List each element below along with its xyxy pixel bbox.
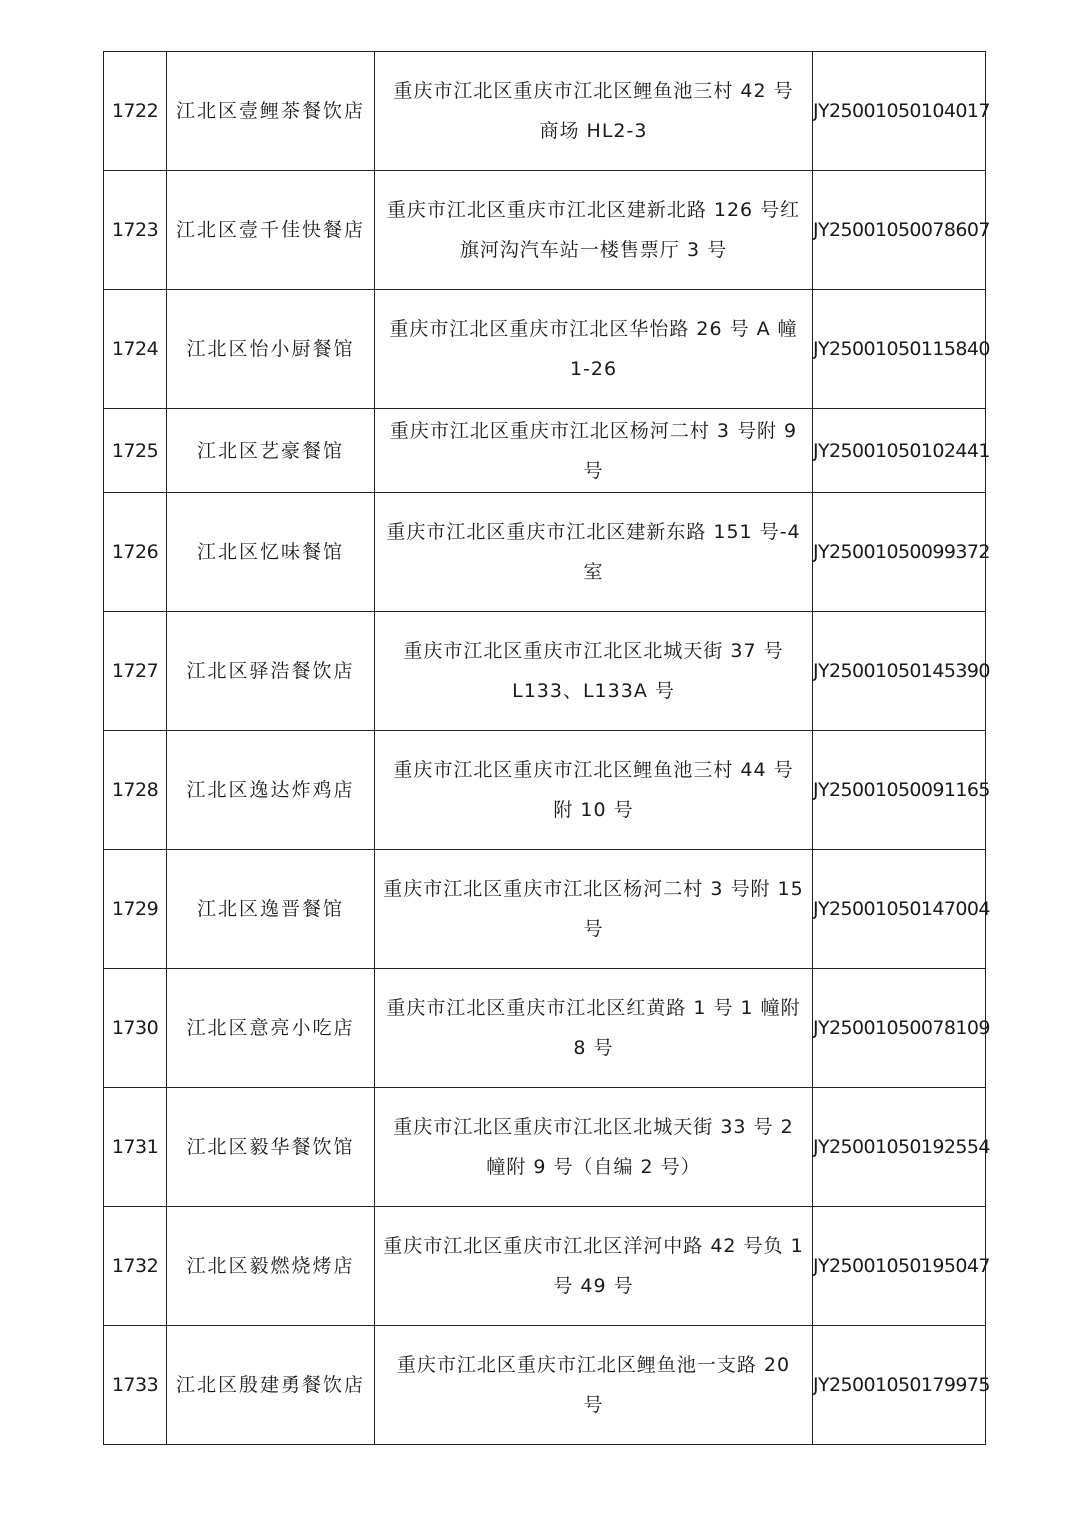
address-line: L133、L133A 号 — [512, 680, 675, 702]
license-number: JY25001050099372 — [813, 493, 986, 612]
address-line: 8 号 — [573, 1037, 614, 1059]
business-name: 江北区毅燃烧烤店 — [167, 1207, 375, 1326]
row-number: 1723 — [104, 171, 167, 290]
row-number: 1729 — [104, 850, 167, 969]
table-row — [104, 969, 986, 1088]
address-line: 旗河沟汽车站一楼售票厅 3 号 — [459, 239, 728, 261]
license-number: JY25001050147004 — [813, 850, 986, 969]
business-name: 江北区忆味餐馆 — [167, 493, 375, 612]
table-row — [104, 290, 986, 409]
business-address — [375, 731, 813, 850]
address-line: 号 — [583, 918, 604, 940]
address-line: 重庆市江北区重庆市江北区鲤鱼池一支路 20 — [396, 1354, 791, 1376]
table-row — [104, 731, 986, 850]
business-name: 江北区意亮小吃店 — [167, 969, 375, 1088]
business-address — [375, 612, 813, 731]
table-row — [104, 493, 986, 612]
license-number: JY25001050078109 — [813, 969, 986, 1088]
license-number: JY25001050192554 — [813, 1088, 986, 1207]
table-row — [104, 409, 986, 493]
address-line: 号 49 号 — [553, 1275, 634, 1297]
address-line: 重庆市江北区重庆市江北区洋河中路 42 号负 1 — [383, 1235, 804, 1257]
address-line: 商场 HL2-3 — [539, 120, 648, 142]
address-line: 室 — [583, 561, 604, 583]
address-line: 号 — [583, 1394, 604, 1416]
table-row — [104, 1326, 986, 1445]
business-address — [375, 493, 813, 612]
row-number: 1722 — [104, 52, 167, 171]
address-line: 重庆市江北区重庆市江北区北城天街 33 号 2 — [393, 1116, 794, 1138]
row-number: 1731 — [104, 1088, 167, 1207]
address-line: 重庆市江北区重庆市江北区建新北路 126 号红 — [386, 199, 801, 221]
business-name: 江北区逸达炸鸡店 — [167, 731, 375, 850]
business-address — [375, 850, 813, 969]
license-number: JY25001050104017 — [813, 52, 986, 171]
row-number: 1726 — [104, 493, 167, 612]
business-name: 江北区壹鲤茶餐饮店 — [167, 52, 375, 171]
business-name: 江北区驿浩餐饮店 — [167, 612, 375, 731]
row-number: 1724 — [104, 290, 167, 409]
table-row — [104, 52, 986, 171]
business-address — [375, 1088, 813, 1207]
business-name: 江北区怡小厨餐馆 — [167, 290, 375, 409]
business-name: 江北区殷建勇餐饮店 — [167, 1326, 375, 1445]
address-line: 重庆市江北区重庆市江北区杨河二村 3 号附 9 — [389, 419, 798, 442]
business-address — [375, 409, 813, 493]
address-line: 重庆市江北区重庆市江北区杨河二村 3 号附 15 — [383, 878, 804, 900]
business-list-table — [103, 51, 990, 1445]
business-address — [375, 1207, 813, 1326]
business-address — [375, 1326, 813, 1445]
license-number: JY25001050102441 — [813, 409, 986, 493]
row-number: 1725 — [104, 409, 167, 493]
table-row — [104, 171, 986, 290]
row-number: 1732 — [104, 1207, 167, 1326]
address-line: 幢附 9 号（自编 2 号） — [486, 1156, 701, 1178]
license-number: JY25001050145390 — [813, 612, 986, 731]
address-line: 重庆市江北区重庆市江北区建新东路 151 号-4 — [386, 521, 801, 543]
address-line: 附 10 号 — [553, 799, 634, 821]
address-line: 重庆市江北区重庆市江北区鲤鱼池三村 42 号 — [393, 80, 794, 102]
license-number: JY25001050091165 — [813, 731, 986, 850]
address-line: 号 — [583, 459, 604, 482]
license-number: JY25001050078607 — [813, 171, 986, 290]
business-address — [375, 290, 813, 409]
business-address — [375, 52, 813, 171]
address-line: 1-26 — [569, 358, 618, 380]
business-address — [375, 969, 813, 1088]
address-line: 重庆市江北区重庆市江北区华怡路 26 号 A 幢 — [389, 318, 798, 340]
business-name: 江北区逸晋餐馆 — [167, 850, 375, 969]
business-name: 江北区壹千佳快餐店 — [167, 171, 375, 290]
business-name: 江北区艺豪餐馆 — [167, 409, 375, 493]
table-row — [104, 1088, 986, 1207]
table-row — [104, 612, 986, 731]
license-number: JY25001050179975 — [813, 1326, 986, 1445]
license-number: JY25001050195047 — [813, 1207, 986, 1326]
address-line: 重庆市江北区重庆市江北区鲤鱼池三村 44 号 — [393, 759, 794, 781]
address-line: 重庆市江北区重庆市江北区北城天街 37 号 — [403, 640, 784, 662]
license-number: JY25001050115840 — [813, 290, 986, 409]
row-number: 1730 — [104, 969, 167, 1088]
row-number: 1727 — [104, 612, 167, 731]
business-address — [375, 171, 813, 290]
table-row — [104, 1207, 986, 1326]
table-row — [104, 850, 986, 969]
row-number: 1728 — [104, 731, 167, 850]
address-line: 重庆市江北区重庆市江北区红黄路 1 号 1 幢附 — [386, 997, 801, 1019]
row-number: 1733 — [104, 1326, 167, 1445]
business-name: 江北区毅华餐饮馆 — [167, 1088, 375, 1207]
